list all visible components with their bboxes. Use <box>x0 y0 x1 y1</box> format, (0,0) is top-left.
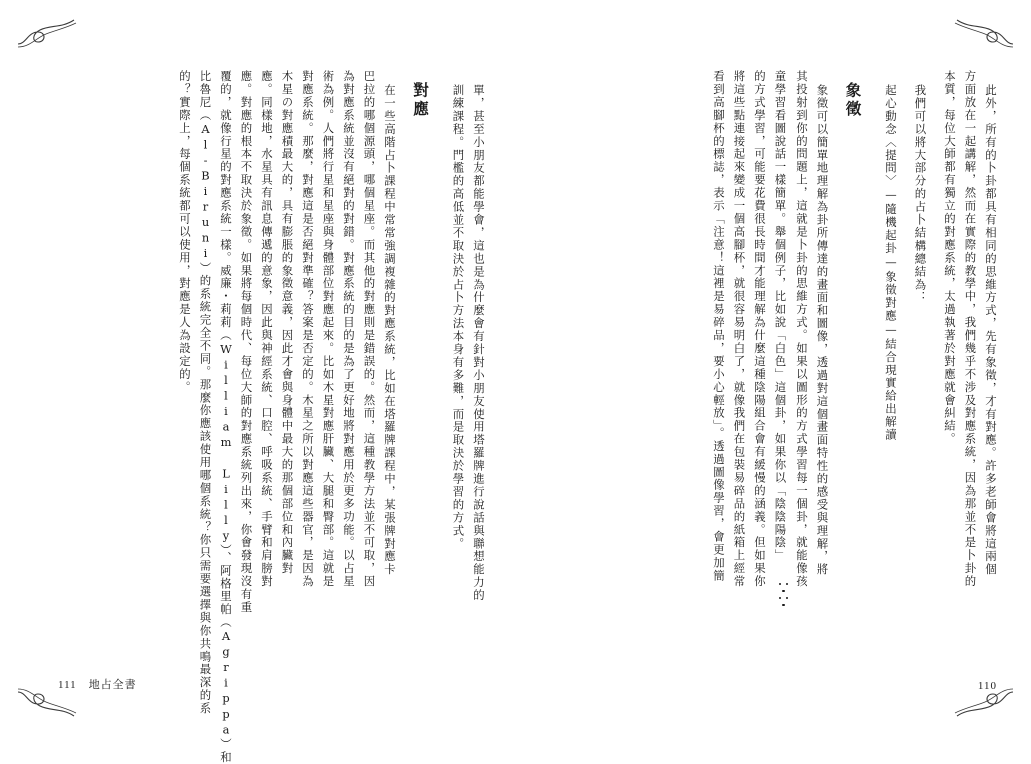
body-column-with-figure <box>770 70 792 658</box>
geomantic-figure-icon <box>776 581 792 607</box>
body-column: 本質，每位大師都有獨立的對應系統，太過執著於對應就會糾結。 <box>943 70 957 446</box>
right-page <box>516 0 1031 736</box>
body-column: 覆的，就像行星的對應系統一樣。威廉・莉莉（William Lilly）、阿格里帕（Agrippa）和 <box>219 70 233 764</box>
body-column: 象徵可以簡單地理解為卦所傳達的畫面和圖像，透過對這個畫面特性的感受與理解，將 <box>815 84 830 577</box>
body-column: 為對應系統並沒有絕對的對錯。對應系統的目的是為了更好地將對應用於更多功能。以占星 <box>342 70 356 588</box>
body-column: 將這些點連接起來變成一個高腳杯，就很容易明白了，就像我們在包裝易碎品的紙箱上經常 <box>732 70 747 588</box>
left-page <box>0 0 515 764</box>
body-column: 此外，所有的卜卦都具有相同的思維方式，先有象徵，才有對應。許多老師會將這兩個 <box>984 84 998 577</box>
book-title: 地占全書 <box>88 678 137 691</box>
body-column: 我們可以將大部分的占卜結構總結為： <box>913 84 928 305</box>
section-heading-xiangzheng: 象徵 <box>843 82 863 119</box>
body-column: 術為例。人們將行星和星座與身體部位對應起來。比如木星對應肝臟、大腿和臀部。這就是 <box>321 70 336 588</box>
body-column: 應。對應的根本不取決於象徵。如果將每個時代、每位大師的對應系統列出來，你會發現沒有重 <box>239 70 254 614</box>
page-number: 110 <box>977 680 997 692</box>
body-text-before-figure: 童學習看圖說話一樣簡單。舉個例子，比如說「白色」這個卦，如果你以「陰陰陽陰」 <box>773 70 788 563</box>
body-column: 訓練課程。門檻的高低並不取決於占卜方法本身有多難，而是取決於學習的方式。 <box>451 84 466 551</box>
body-column: 其投射到你的問題上，這就是卜卦的思維方式。如果以圖形的方式學習每一個卦，就能像孩 <box>795 70 809 588</box>
body-column: 單，甚至小朋友都能學會，這也是為什麼會有針對小朋友使用塔羅牌進行說話與聯想能力的 <box>472 84 486 602</box>
section-heading-duiying: 對應 <box>411 82 430 119</box>
left-page-folio <box>58 676 137 692</box>
body-column: 巴拉的哪個源頭，哪個星座。而其他的對應則是錯誤的。然而，這種教學方法並不可取，因 <box>362 70 377 588</box>
body-column: 方面放在一起講解，然而在實際的教學中，我們幾乎不涉及對應系統，因為那並不是卜卦的 <box>963 70 978 588</box>
page-number: 111 <box>58 679 77 691</box>
body-column: 在一些高階占卜課程中常常強調複雜的對應系統，比如在塔羅牌課程中，某張牌對應卡 <box>383 84 397 577</box>
body-column: 的？實際上，每個系統都可以使用，對應是人為設定的。 <box>178 70 192 394</box>
right-page-folio <box>978 679 997 692</box>
body-column: 應。同樣地，水星具有訊息傳遞的意象，因此與神經系統、口腔、呼吸系統、手臂和肩膀對 <box>260 70 274 588</box>
body-column: 木星の對應積最大的，具有膨脹的象徵意義，因此才會與身體中最大的那個部位和內臟對 <box>280 70 295 576</box>
body-column: 對應系統。那麼，對應這是否絕對準確？答案是否定的。木星之所以對應這些器官，是因為 <box>301 70 315 588</box>
divination-structure-line: 起心動念〈提問〉—隨機起卦—象徵對應—結合現實給出解讀 <box>884 84 898 442</box>
body-column: 比魯尼（Al-Biruni）的系統完全不同。那麼你應該使用哪個系統？你只需要選擇與你共鳴最深的系 <box>198 70 213 715</box>
body-column: 看到高腳杯的標誌，表示「注意！這裡是易碎品，要小心輕放」。透過圖像學習，會更加簡 <box>712 70 726 583</box>
body-column: 的方式學習，可能要花費很長時間才能理解為什麼這種陰陽組合會有緩慢的涵義。但如果你 <box>753 70 767 588</box>
right-page-columns <box>540 70 1001 658</box>
